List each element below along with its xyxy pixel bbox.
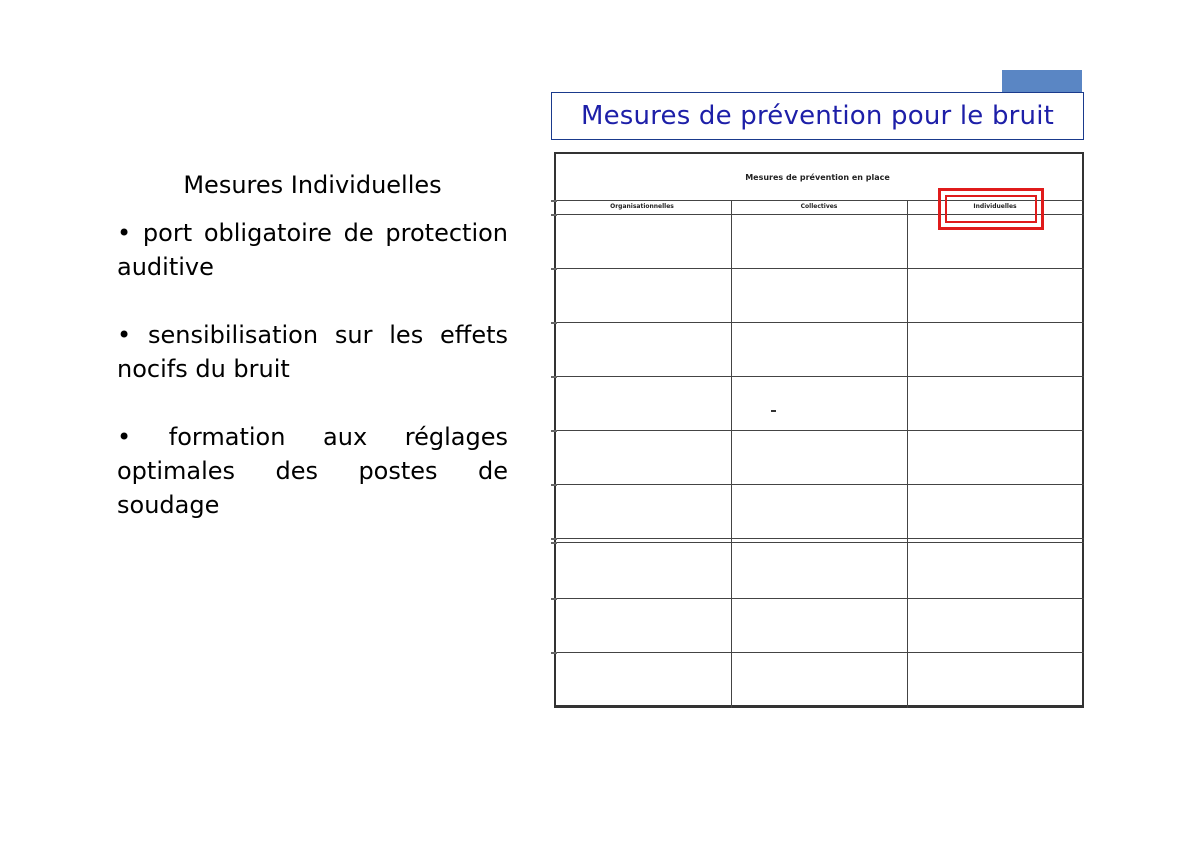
scan-edge-tick [551, 200, 557, 202]
highlight-box [938, 188, 1044, 230]
scan-edge-tick [551, 484, 557, 486]
scan-edge-tick [551, 322, 557, 324]
table-row-line [554, 376, 1084, 377]
table-row-line [554, 268, 1084, 269]
scan-edge-tick [551, 542, 557, 544]
scan-edge-tick [551, 538, 557, 540]
column-header-organisationnelles: Organisationnelles [610, 203, 674, 210]
scan-edge-tick [551, 376, 557, 378]
table-row-line [554, 542, 1084, 543]
table-row-line [554, 430, 1084, 431]
accent-tab [1002, 70, 1082, 92]
slide-title: Mesures de prévention pour le bruit [580, 101, 1055, 131]
bullet-item: • formation aux réglages optimales des postes de soudage [117, 423, 508, 519]
table-title: Mesures de prévention en place [745, 173, 890, 182]
scan-edge-tick [551, 598, 557, 600]
table-row-line [554, 652, 1084, 653]
scan-edge-tick [551, 430, 557, 432]
column-header-individuelles: Individuelles [973, 203, 1017, 210]
table-row-line [554, 484, 1084, 485]
bullet-item: • port obligatoire de protection auditive [117, 219, 508, 281]
table-row-line [554, 598, 1084, 599]
column-header-collectives: Collectives [800, 203, 838, 210]
scan-speck [771, 410, 776, 412]
table-row-line [554, 322, 1084, 323]
slide-title-box [551, 92, 1084, 140]
section-heading: Mesures Individuelles [183, 171, 442, 199]
bullet-item: • sensibilisation sur les effets nocifs du bruit [117, 321, 508, 383]
scan-edge-tick [551, 268, 557, 270]
scan-edge-tick [551, 214, 557, 216]
table-column-line [731, 200, 732, 708]
table-row-line [554, 538, 1084, 539]
scanned-table-image [551, 152, 1084, 708]
left-text-column [117, 168, 508, 522]
scan-edge-tick [551, 652, 557, 654]
table-column-line [907, 200, 908, 708]
